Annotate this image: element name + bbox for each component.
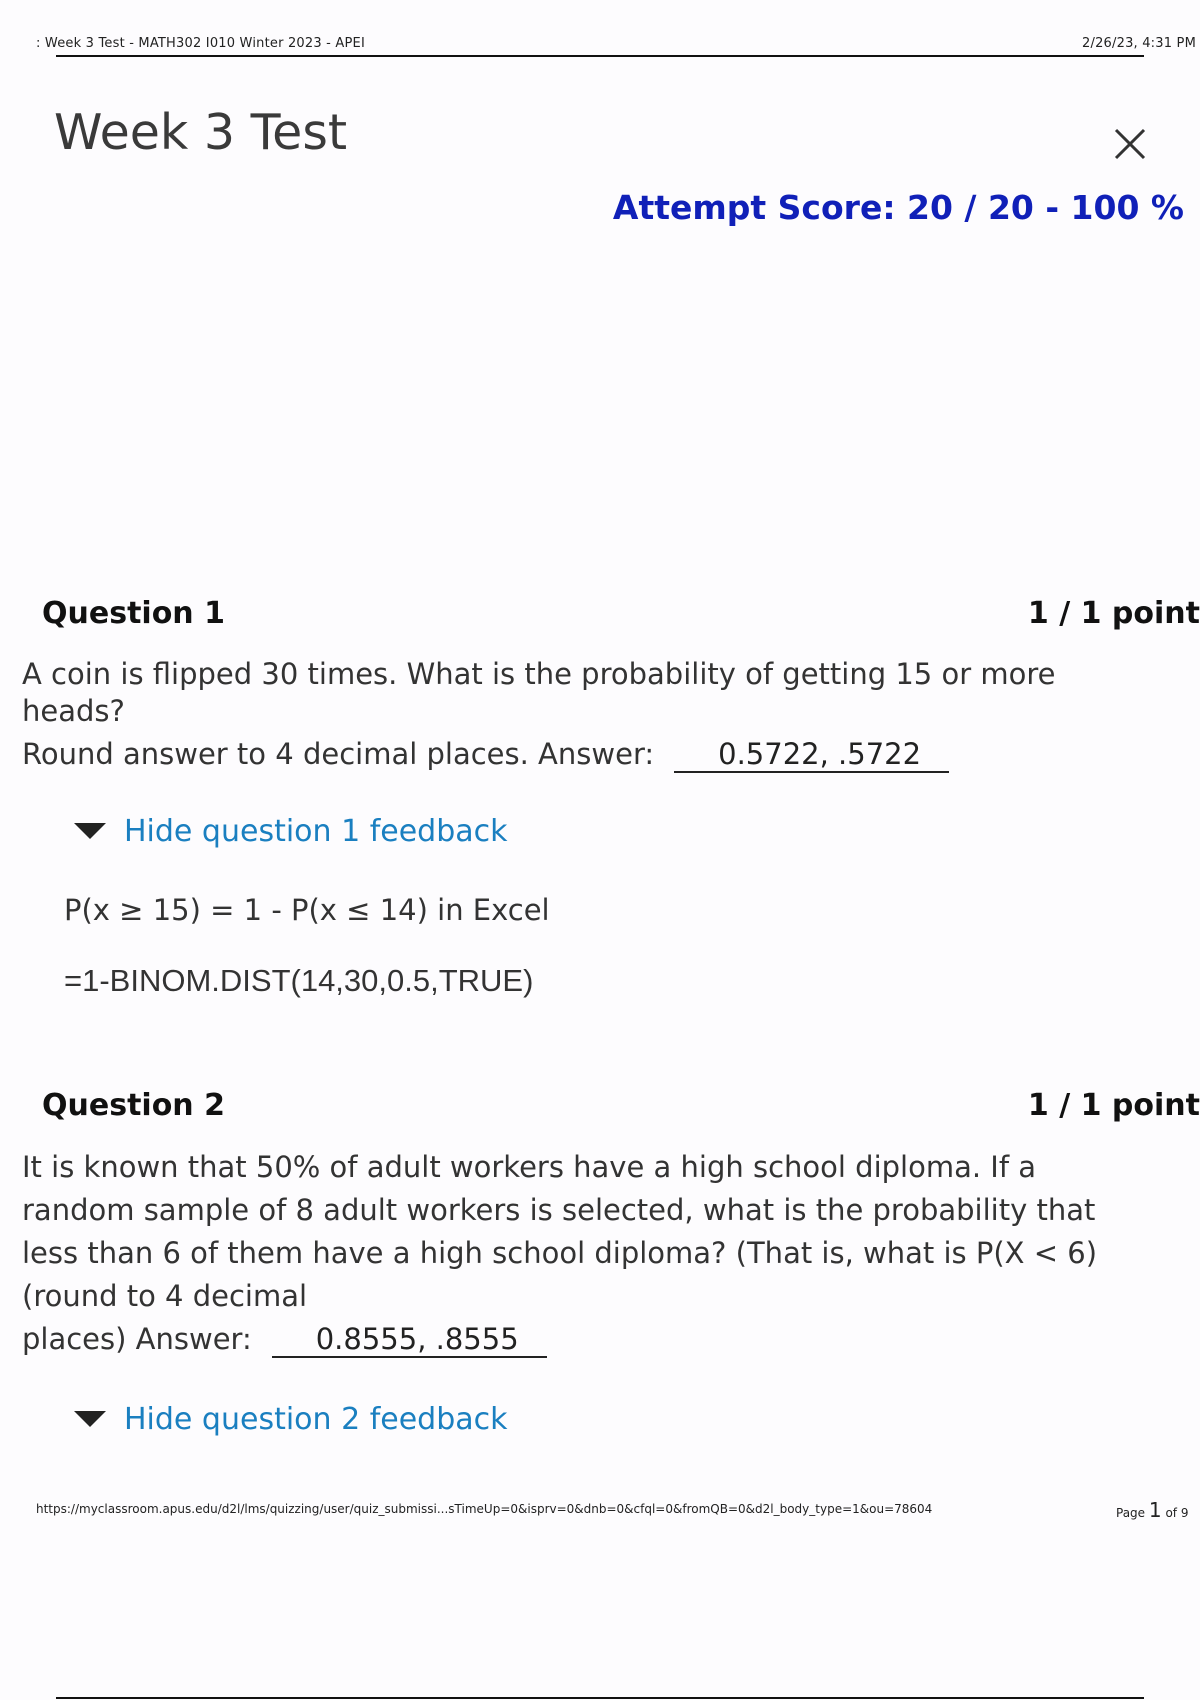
question-title: Question 1 <box>42 596 225 631</box>
feedback-toggle-label: Hide question 2 feedback <box>124 1402 508 1437</box>
footer-url: https://myclassroom.apus.edu/d2l/lms/quizzing/user/quiz_submissi...sTimeUp=0&isprv=0&dnb=0&cfql=0&fromQB=0&d2l_body_type=1&ou=78604 <box>36 1502 933 1516</box>
question-text-line: A coin is flipped 30 times. What is the probability of getting 15 or more <box>22 657 1056 691</box>
feedback-text: P(x ≥ 15) = 1 - P(x ≤ 14) in Excel <box>64 893 550 927</box>
answer-row <box>22 1318 1162 1361</box>
answer-prompt: Round answer to 4 decimal places. Answer: <box>22 737 655 771</box>
print-header-title: : Week 3 Test - MATH302 I010 Winter 2023 - APEI <box>36 36 365 51</box>
question-text-line: random sample of 8 adult workers is selected, what is the probability that <box>22 1193 1096 1227</box>
answer-value: 0.8555, .8555 <box>272 1322 547 1358</box>
hide-feedback-toggle-1[interactable] <box>74 814 508 849</box>
feedback-formula: =1-BINOM.DIST(14,30,0.5,TRUE) <box>64 963 534 998</box>
question-2-text <box>22 1146 1162 1361</box>
hide-feedback-toggle-2[interactable] <box>74 1402 508 1437</box>
question-points: 1 / 1 point <box>1027 1088 1200 1123</box>
page-title: Week 3 Test <box>54 104 348 161</box>
question-text-line: It is known that 50% of adult workers have a high school diploma. If a <box>22 1150 1037 1184</box>
answer-prompt: places) Answer: <box>22 1322 252 1356</box>
answer-row <box>22 732 1162 776</box>
header-divider <box>56 55 1144 57</box>
page-suffix: of 9 <box>1165 1506 1189 1520</box>
triangle-down-icon <box>74 823 106 839</box>
question-text-line: less than 6 of them have a high school diploma? (That is, what is P(X < 6) <box>22 1236 1098 1270</box>
feedback-toggle-label: Hide question 1 feedback <box>124 814 508 849</box>
question-2 <box>42 1088 1200 1128</box>
question-header <box>42 1088 1200 1128</box>
page-indicator <box>1116 1498 1188 1522</box>
attempt-score: Attempt Score: 20 / 20 - 100 % <box>612 188 1184 227</box>
question-1 <box>42 596 1200 636</box>
close-button[interactable] <box>1110 124 1150 164</box>
question-header <box>42 596 1200 636</box>
question-text-line: heads? <box>22 694 125 728</box>
close-icon <box>1110 124 1150 164</box>
print-header-timestamp: 2/26/23, 4:31 PM <box>1082 36 1196 51</box>
question-1-text <box>22 654 1162 776</box>
page-number: 1 <box>1148 1498 1162 1522</box>
page-prefix: Page <box>1116 1506 1146 1520</box>
question-text-line: (round to 4 decimal <box>22 1279 308 1313</box>
question-points: 1 / 1 point <box>1027 596 1200 631</box>
answer-value: 0.5722, .5722 <box>674 737 949 773</box>
question-title: Question 2 <box>42 1088 225 1123</box>
footer-divider <box>56 1697 1144 1699</box>
triangle-down-icon <box>74 1411 106 1427</box>
